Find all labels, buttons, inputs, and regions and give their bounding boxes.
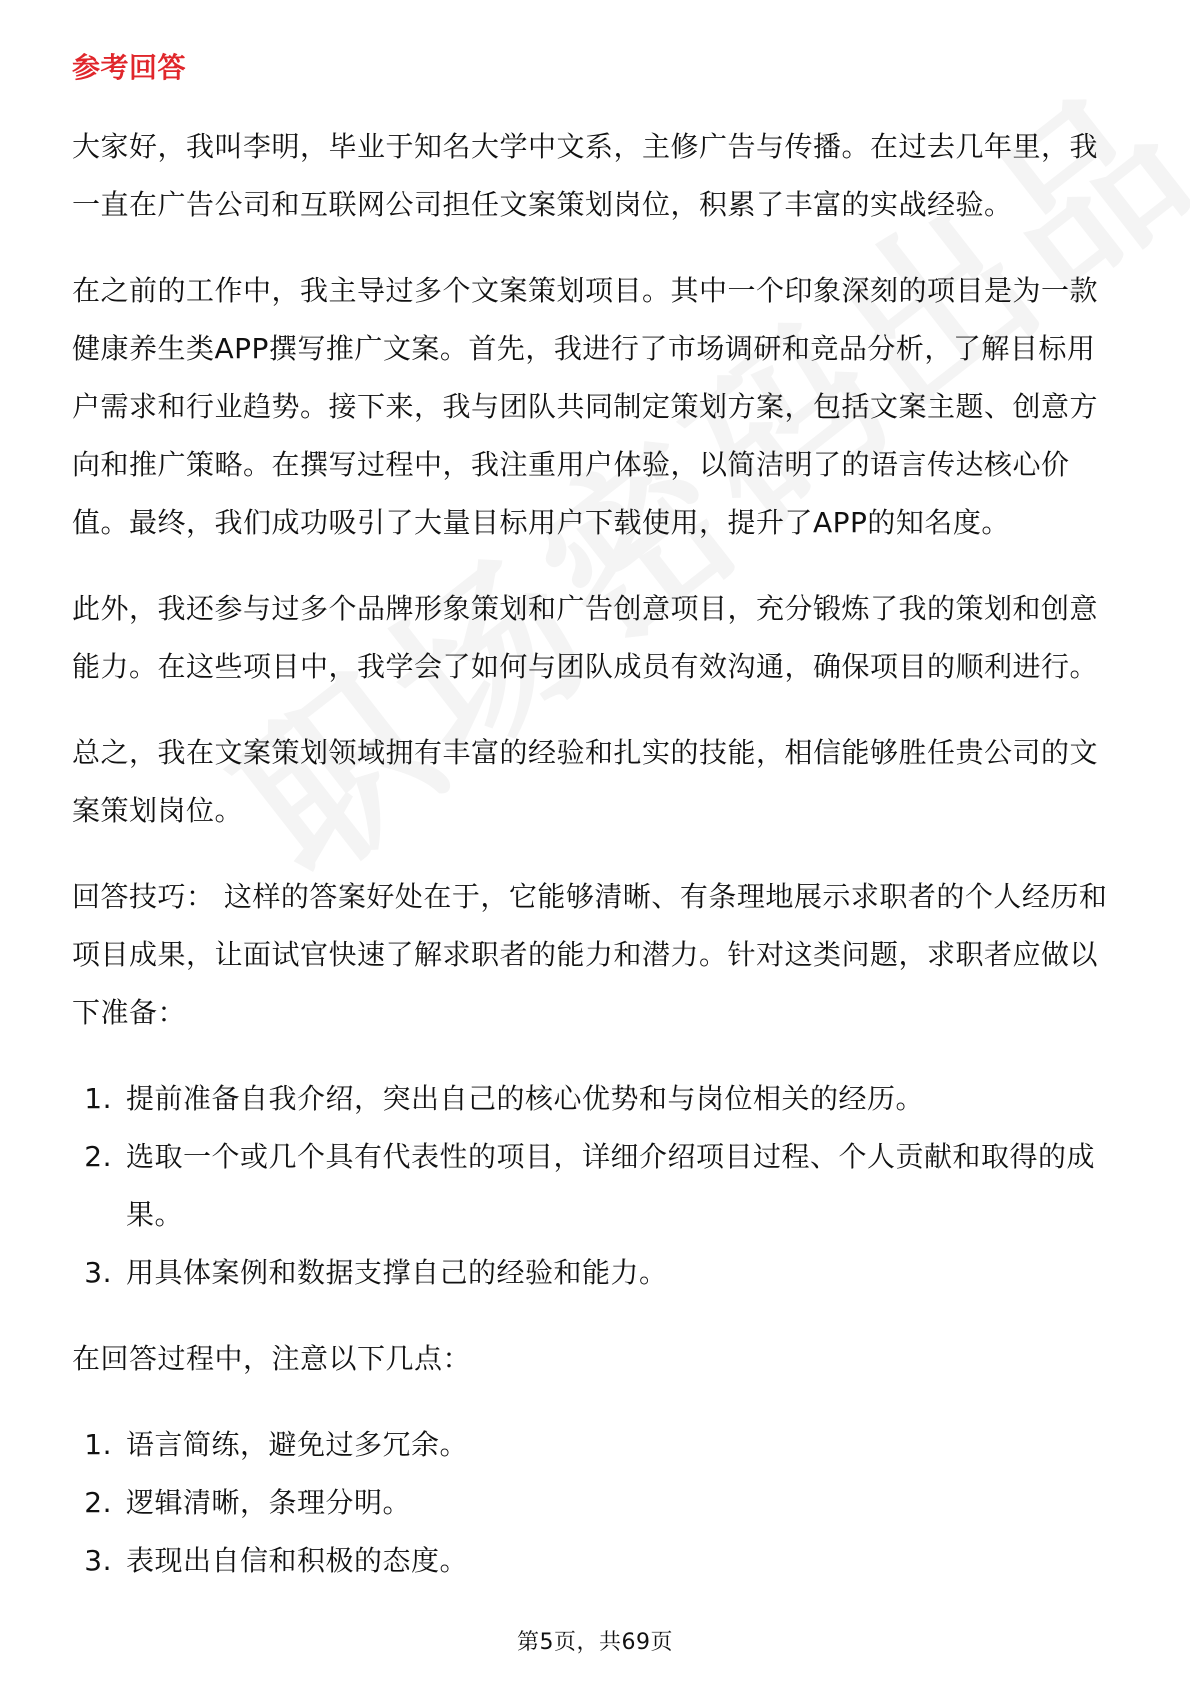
list-item-text: 提前准备自我介绍，突出自己的核心优势和与岗位相关的经历。: [126, 1082, 925, 1115]
list-item-text: 选取一个或几个具有代表性的项目，详细介绍项目过程、个人贡献和取得的成果。: [126, 1140, 1096, 1231]
paragraph-tips: 回答技巧： 这样的答案好处在于，它能够清晰、有条理地展示求职者的个人经历和项目成果，让面试官快速了解求职者的能力和潜力。针对这类问题，求职者应做以下准备：: [72, 880, 1108, 1029]
list-item-number: 1.: [84, 1428, 112, 1461]
document-body: [72, 48, 1122, 1618]
list-item-text: 逻辑清晰，条理分明。: [126, 1486, 412, 1519]
list-item: [72, 1128, 1122, 1244]
paragraph-notes-intro: 在回答过程中，注意以下几点：: [72, 1342, 472, 1375]
list-item-number: 3.: [84, 1256, 112, 1289]
notes-list: [72, 1416, 1122, 1590]
section-title: 参考回答: [72, 51, 187, 84]
preparation-list: [72, 1070, 1122, 1302]
list-item-text: 语言简练，避免过多冗余。: [126, 1428, 469, 1461]
list-item: [72, 1532, 1122, 1590]
list-item: [72, 1474, 1122, 1532]
paragraph-brand: 此外，我还参与过多个品牌形象策划和广告创意项目，充分锻炼了我的策划和创意能力。在这些项目中，我学会了如何与团队成员有效沟通，确保项目的顺利进行。: [72, 592, 1099, 683]
list-item-number: 3.: [84, 1544, 112, 1577]
paragraph-intro: 大家好，我叫李明，毕业于知名大学中文系，主修广告与传播。在过去几年里，我一直在广告公司和互联网公司担任文案策划岗位，积累了丰富的实战经验。: [72, 130, 1099, 221]
list-item-number: 1.: [84, 1082, 112, 1115]
list-item-number: 2.: [84, 1140, 112, 1173]
list-item: [72, 1070, 1122, 1128]
list-item: [72, 1244, 1122, 1302]
list-item: [72, 1416, 1122, 1474]
list-item-text: 表现出自信和积极的态度。: [126, 1544, 469, 1577]
list-item-text: 用具体案例和数据支撑自己的经验和能力。: [126, 1256, 668, 1289]
paragraph-project: 在之前的工作中，我主导过多个文案策划项目。其中一个印象深刻的项目是为一款健康养生类APP撰写推广文案。首先，我进行了市场调研和竞品分析，了解目标用户需求和行业趋势。接下来，我与团队共同制定策划方案，包括文案主题、创意方向和推广策略。在撰写过程中，我注重用户体验，以简洁明了的语言传达核心价值。最终，我们成功吸引了大量目标用户下载使用，提升了APP的知名度。: [72, 274, 1099, 539]
paragraph-summary: 总之，我在文案策划领域拥有丰富的经验和扎实的技能，相信能够胜任贵公司的文案策划岗位。: [72, 736, 1099, 827]
list-item-number: 2.: [84, 1486, 112, 1519]
page-number-footer: 第5页，共69页: [517, 1630, 673, 1655]
